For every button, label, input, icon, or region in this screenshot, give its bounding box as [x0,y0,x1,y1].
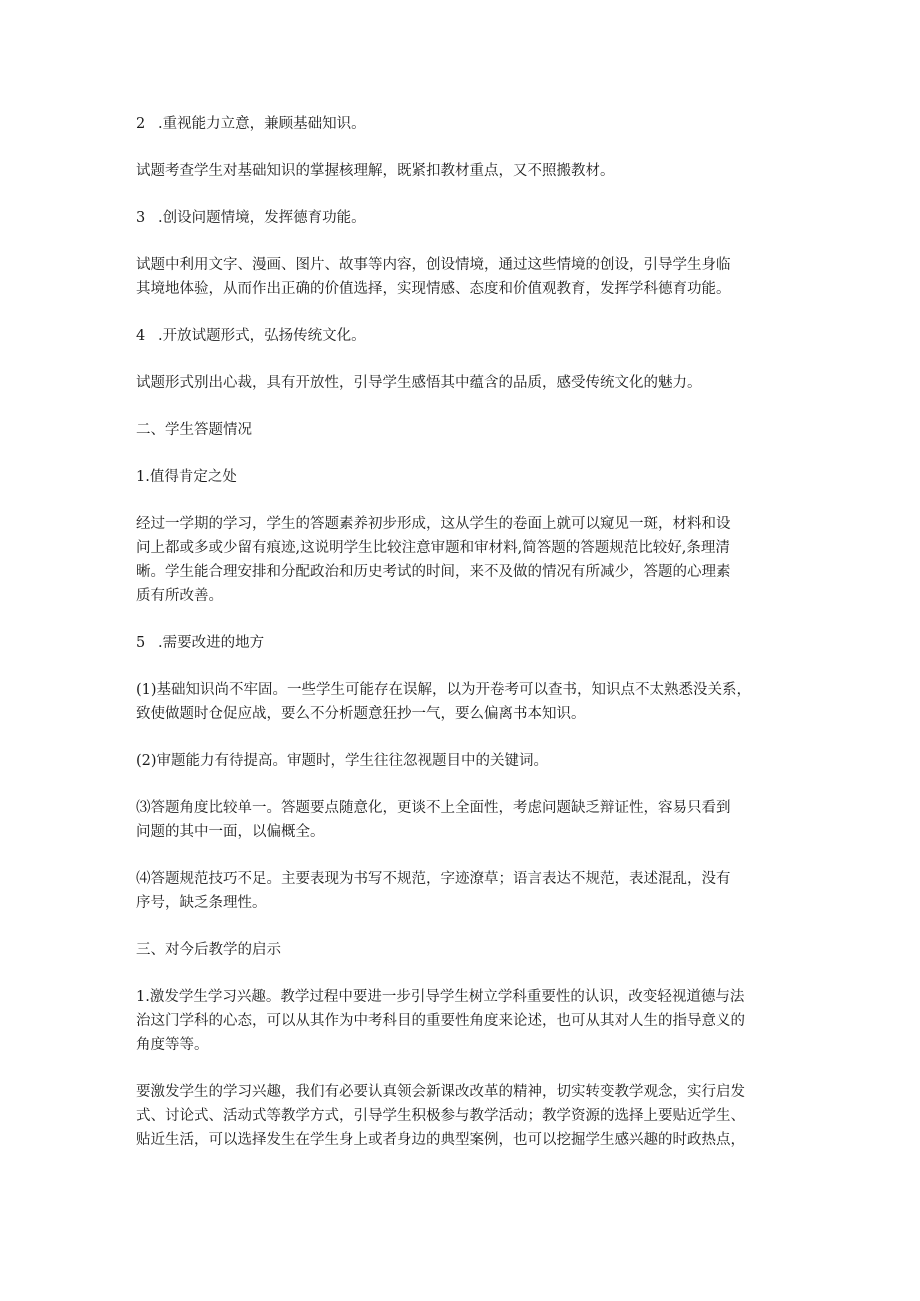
paragraph [136,253,786,301]
section-heading [136,938,786,962]
item-number: 3 [136,210,146,226]
paragraph [136,371,786,395]
paragraph-line: 治这门学科的心态，可以从其作为中考科目的重要性角度来论述，也可从其对人生的指导意义的 [136,1013,745,1029]
paragraph [136,512,786,608]
paragraph-line: 试题考查学生对基础知识的掌握核理解，既紧扣教材重点，又不照搬教材。 [136,163,615,179]
paragraph [136,796,786,844]
paragraph [136,749,786,773]
item-heading: .创设问题情境，发挥德育功能。 [158,210,366,226]
item-heading: .重视能力立意，兼顾基础知识。 [158,116,366,132]
item-heading: .开放试题形式，弘扬传统文化。 [158,328,366,344]
subheading [136,465,786,489]
paragraph-line: 角度等等。 [136,1037,209,1053]
paragraph-line [136,324,786,348]
paragraph-line: (1)基础知识尚不牢固。一些学生可能存在误解，以为开卷考可以查书，知识点不太熟悉没关系， [136,682,752,698]
paragraph-line: 致使做题时仓促应战，要么不分析题意狂抄一气，要么偏离书本知识。 [136,706,586,722]
paragraph-line: 贴近生活，可以选择发生在学生身上或者身边的典型案例，也可以挖掘学生感兴趣的时政热点， [136,1132,745,1148]
paragraph [136,678,786,726]
paragraph-line: 问题的其中一面，以偏概全。 [136,824,325,840]
section-heading-text: 二、学生答题情况 [136,422,252,438]
paragraph-line: 试题形式别出心裁，具有开放性，引导学生感悟其中蕴含的品质，感受传统文化的魅力。 [136,375,702,391]
paragraph-item-3 [136,206,786,230]
item-number: 4 [136,328,146,344]
paragraph [136,1080,786,1152]
paragraph-line: 式、讨论式、活动式等教学方式，引导学生积极参与教学活动；教学资源的选择上要贴近学生、 [136,1108,745,1124]
item-heading: .需要改进的地方 [158,635,265,651]
paragraph-line: 问上都或多或少留有痕迹,这说明学生比较注意审题和审材料,简答题的答题规范比较好,条理清 [136,540,730,556]
paragraph-line: 1.激发学生学习兴趣。教学过程中要进一步引导学生树立学科重要性的认识，改变轻视道德与法 [136,989,745,1005]
paragraph-line: (2)审题能力有待提高。审题时，学生往往忽视题目中的关键词。 [136,753,549,769]
paragraph-line: 试题中利用文字、漫画、图片、故事等内容，创设情境，通过这些情境的创设，引导学生身临 [136,257,731,273]
paragraph [136,985,786,1057]
subheading-text: 1.值得肯定之处 [136,469,237,485]
item-number: 5 [136,635,146,651]
paragraph-line: ⑶答题角度比较单一。答题要点随意化，更谈不上全面性，考虑问题缺乏辩证性，容易只看到 [136,800,731,816]
paragraph-line [136,631,786,655]
paragraph-line: 要激发学生的学习兴趣，我们有必要认真领会新课改改革的精神，切实转变教学观念，实行启发 [136,1084,745,1100]
paragraph [136,867,786,915]
item-number: 2 [136,116,146,132]
paragraph-item-2 [136,112,786,136]
paragraph-line [136,206,786,230]
paragraph [136,159,786,183]
paragraph-line: ⑷答题规范技巧不足。主要表现为书写不规范，字迹潦草；语言表达不规范，表述混乱，没有 [136,871,731,887]
document-body [136,112,786,1175]
paragraph-line [136,112,786,136]
paragraph-line: 其境地体验，从而作出正确的价值选择，实现情感、态度和价值观教育，发挥学科德育功能。 [136,281,731,297]
section-heading-text: 三、对今后教学的启示 [136,942,281,958]
section-heading [136,418,786,442]
paragraph-line: 晰。学生能合理安排和分配政治和历史考试的时间，来不及做的情况有所减少，答题的心理素 [136,564,731,580]
paragraph-line: 序号，缺乏条理性。 [136,895,267,911]
paragraph-item-5 [136,631,786,655]
paragraph-line: 质有所改善。 [136,588,223,604]
paragraph-item-4 [136,324,786,348]
paragraph-line: 经过一学期的学习，学生的答题素养初步形成，这从学生的卷面上就可以窥见一斑，材料和设 [136,516,731,532]
